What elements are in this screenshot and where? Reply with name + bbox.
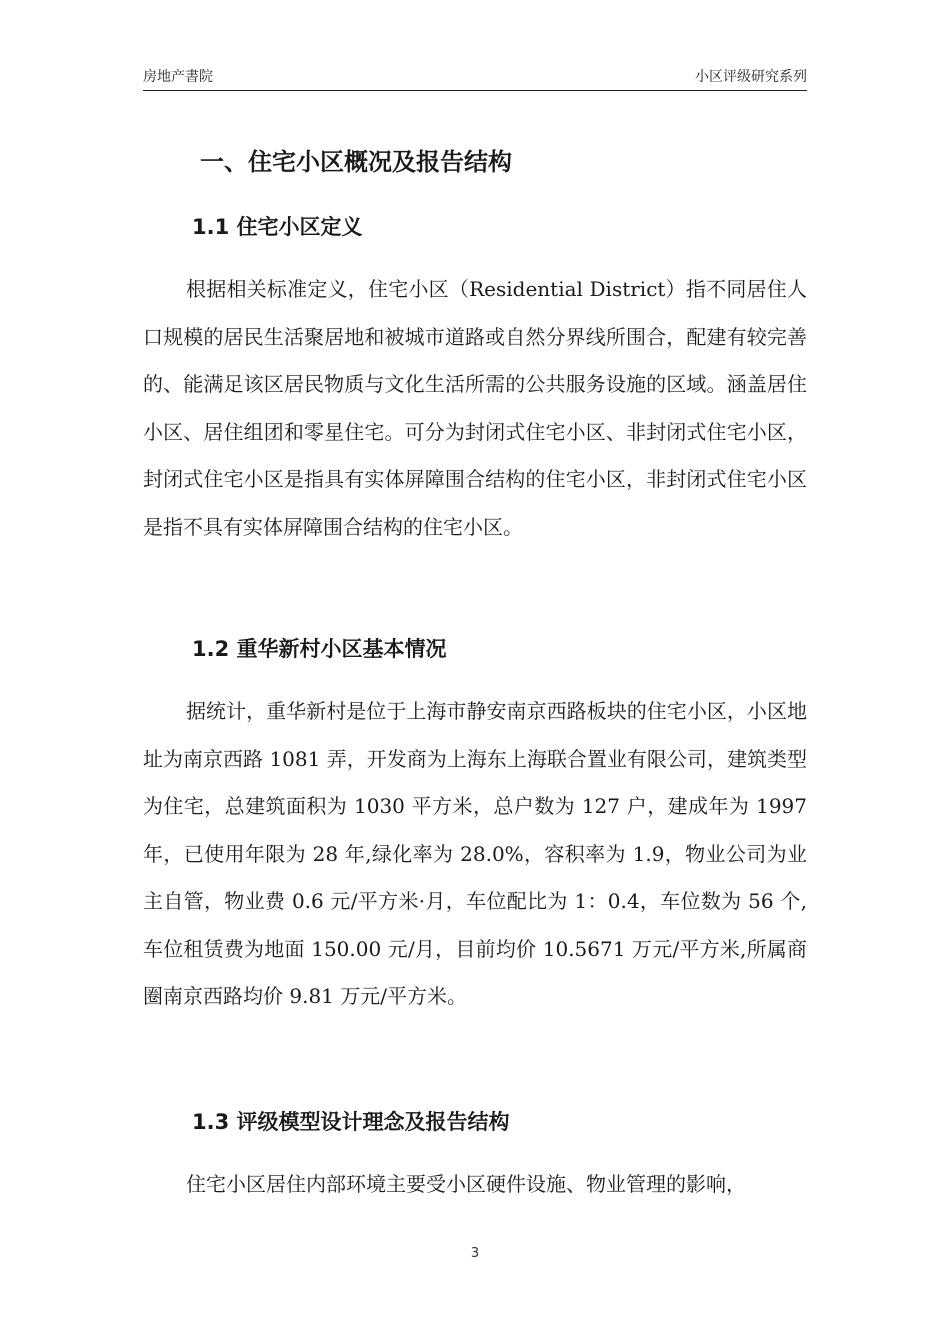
paragraph-definition: 根据相关标准定义，住宅小区（Residential District）指不同居住人口规模的居民生活聚居地和被城市道路或自然分界线所围合，配建有较完善的、能满足该区居民物质与文化生活所需的公共服务设施的区域。涵盖居住小区、居住组团和零星住宅。可分为封闭式住宅小区、非封闭式住宅小区，封闭式住宅小区是指具有实体屏障围合结构的住宅小区，非封闭式住宅小区是指不具有实体屏障围合结构的住宅小区。 bbox=[143, 277, 807, 539]
subsection-heading-1-2: 1.2 重华新村小区基本情况 bbox=[192, 637, 447, 661]
page-number: 3 bbox=[470, 1246, 480, 1261]
subsection-heading-1-3: 1.3 评级模型设计理念及报告结构 bbox=[192, 1110, 510, 1134]
header-publisher: 房地产書院 bbox=[143, 69, 213, 85]
paragraph-community-info: 据统计，重华新村是位于上海市静安南京西路板块的住宅小区，小区地址为南京西路 1081 弄，开发商为上海东上海联合置业有限公司，建筑类型为住宅，总建筑面积为 1030 平方米，总户数为 127 户，建成年为 1997 年，已使用年限为 28 年,绿化率为 28.0%，容积率为 1.9，物业公司为业主自管，物业费 0.6 元/平方米·月，车位配比为 1：0.4，车位数为 56 个,车位租赁费为地面 150.00 元/月，目前均价 10.5671 万元/平方米,所属商圈南京西路均价 9.81 万元/平方米。 bbox=[143, 699, 807, 1008]
section-heading: 一、住宅小区概况及报告结构 bbox=[200, 148, 512, 176]
paragraph-model-design: 住宅小区居住内部环境主要受小区硬件设施、物业管理的影响， bbox=[186, 1172, 746, 1196]
page-header bbox=[143, 68, 807, 91]
subsection-heading-1-1: 1.1 住宅小区定义 bbox=[192, 215, 363, 239]
header-series-title: 小区评级研究系列 bbox=[695, 69, 807, 85]
